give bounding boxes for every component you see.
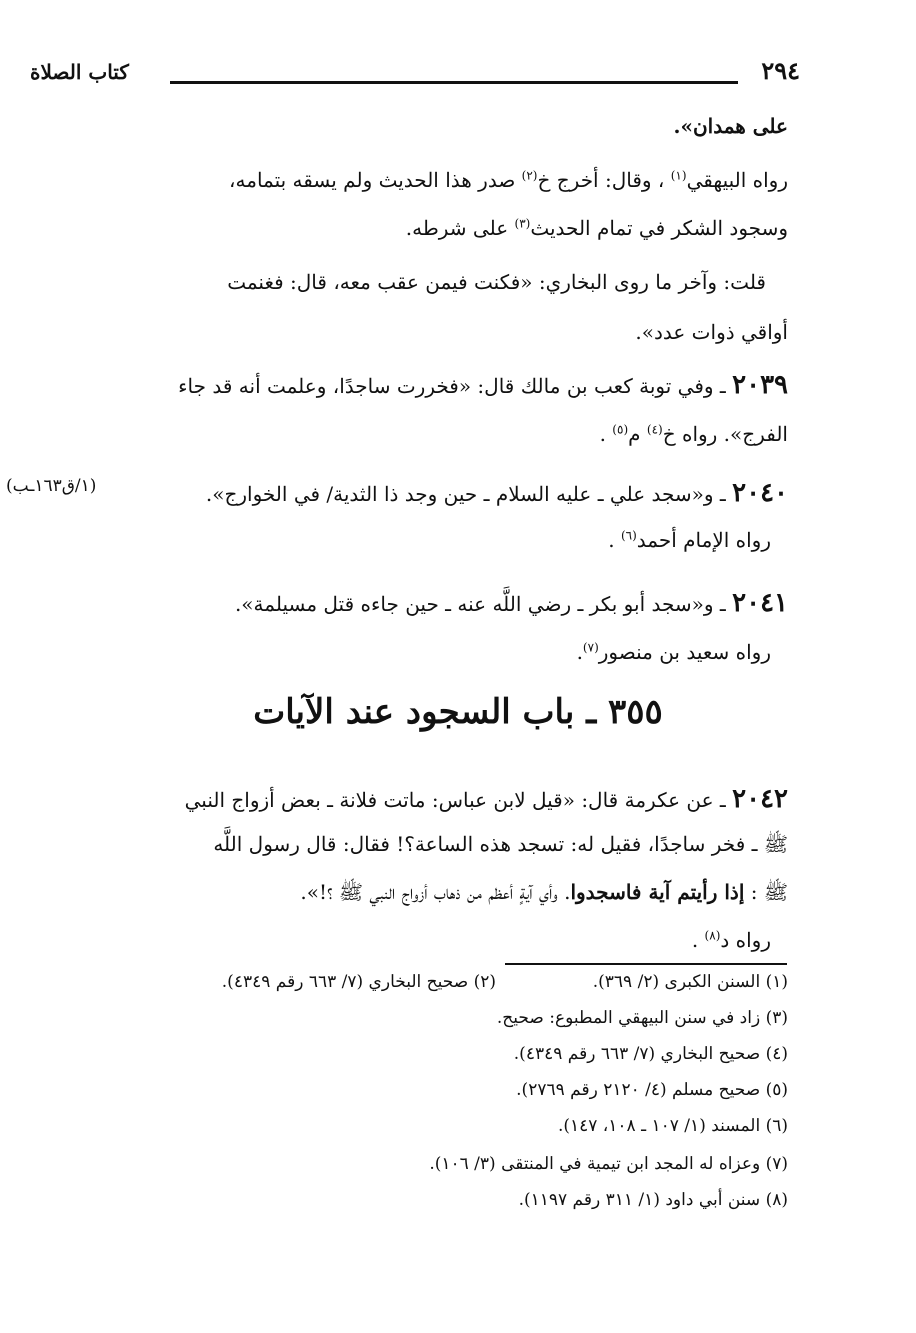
text-fragment: صدر هذا الحديث ولم يسقه بتمامه،: [229, 168, 522, 192]
prophetic-saying: إذا رأيتم آية فاسجدوا: [570, 880, 745, 904]
hadith-2040-line2: [608, 528, 771, 552]
footnote-rule: [505, 963, 787, 965]
text-fragment: .: [608, 528, 621, 552]
text-fragment: ﷺ ـ فخر ساجدًا، فقيل له: تسجد هذه الساعة؟! فقال: قال رسول اللَّه: [213, 832, 788, 856]
hadith-number: ٢٠٤٠: [732, 478, 788, 508]
text-fragment: رواه الإمام أحمد: [636, 528, 771, 552]
footnote-ref: (٤): [646, 422, 663, 437]
text-fragment: ـ عن عكرمة قال: «قيل لابن عباس: ماتت فلانة ـ بعض أزواج النبي: [184, 788, 733, 812]
hadith-number: ٢٠٤١: [732, 588, 788, 618]
text-fragment: .: [691, 928, 705, 952]
footnote-5: (٥) صحيح مسلم (٤/ ٢١٢٠ رقم ٢٧٦٩).: [516, 1080, 788, 1100]
text-fragment: رواه د: [720, 928, 771, 952]
text-fragment: ، وقال: أخرج خ: [537, 168, 671, 192]
hadith-number: ٢٠٤٢: [732, 784, 788, 814]
chapter-title: ٣٥٥ ـ باب السجود عند الآيات: [253, 692, 663, 732]
text-fragment: قلت: وآخر ما روى البخاري: «فكنت فيمن عقب معه، قال: فغنمت: [227, 270, 766, 294]
text-fragment: وسجود الشكر في تمام الحديث: [530, 216, 788, 240]
text-line: [635, 320, 788, 344]
margin-note: (١/ق١٦٣ـب): [6, 476, 97, 496]
footnote-ref: (٣): [514, 216, 531, 231]
hadith-2042-line3: [300, 880, 788, 909]
text-fragment: على همدان».: [673, 114, 788, 138]
book-title: كتاب الصلاة: [30, 60, 129, 84]
text-fragment: .: [599, 422, 613, 446]
footnote-ref: (١): [670, 168, 687, 183]
text-fragment: . وأي آيةٍ أعظم من ذهاب أزواج النبي ﷺ ؟!».: [300, 880, 571, 904]
text-fragment: أواقي ذوات عدد».: [635, 320, 788, 344]
text-fragment: ـ و«سجد علي ـ عليه السلام ـ حين وجد ذا الثدية/ في الخوارج».: [205, 482, 733, 506]
footnote-7: (٧) وعزاه له المجد ابن تيمية في المنتقى (٣/ ١٠٦).: [429, 1154, 788, 1174]
text-fragment: على شرطه.: [405, 216, 515, 240]
text-fragment: م: [628, 422, 647, 446]
footnote-ref: (٥): [612, 422, 629, 437]
hadith-2041-line1: [235, 588, 788, 618]
hadith-number: ٢٠٣٩: [732, 370, 788, 400]
text-fragment: .: [576, 640, 583, 664]
text-line: [673, 114, 788, 138]
text-line: [229, 168, 788, 192]
hadith-2041-line2: [577, 640, 771, 664]
footnote-ref: (٧): [582, 640, 599, 655]
header-rule: [170, 81, 738, 84]
footnote-6: (٦) المسند (١/ ١٠٧ ـ ١٠٨، ١٤٧).: [557, 1116, 788, 1136]
text-fragment: ﷺ :: [744, 880, 788, 904]
footnote-8: (٨) سنن أبي داود (١/ ٣١١ رقم ١١٩٧).: [518, 1190, 788, 1210]
footnote-4: (٤) صحيح البخاري (٧/ ٦٦٣ رقم ٤٣٤٩).: [513, 1044, 788, 1064]
page-number: ٢٩٤: [761, 56, 800, 85]
page-header: [30, 56, 800, 92]
footnote-3: (٣) زاد في سنن البيهقي المطبوع: صحيح.: [496, 1008, 788, 1028]
text-fragment: الفرج». رواه خ: [662, 422, 788, 446]
text-line: [406, 216, 788, 240]
hadith-2042-line1: [185, 784, 788, 814]
text-fragment: ـ و«سجد أبو بكر ـ رضي اللَّه عنه ـ حين جاءه قتل مسيلمة».: [234, 592, 733, 616]
footnote-ref: (٨): [704, 928, 721, 943]
hadith-2040-line1: [206, 478, 788, 508]
text-fragment: ـ وفي توبة كعب بن مالك قال: «فخررت ساجدًا، وعلمت أنه قد جاء: [178, 374, 733, 398]
text-fragment: رواه البيهقي: [686, 168, 788, 192]
footnote-2: (٢) صحيح البخاري (٧/ ٦٦٣ رقم ٤٣٤٩).: [221, 972, 496, 992]
footnote-1: (١) السنن الكبرى (٢/ ٣٦٩).: [592, 972, 788, 992]
footnote-ref: (٦): [620, 528, 637, 543]
text-line: [227, 270, 766, 294]
hadith-2042-line2: [213, 832, 788, 861]
hadith-2042-line4: [692, 928, 771, 952]
hadith-2039-line2: [600, 422, 788, 446]
hadith-2039-line1: [178, 370, 788, 400]
footnote-ref: (٢): [521, 168, 538, 183]
text-fragment: رواه سعيد بن منصور: [598, 640, 771, 664]
